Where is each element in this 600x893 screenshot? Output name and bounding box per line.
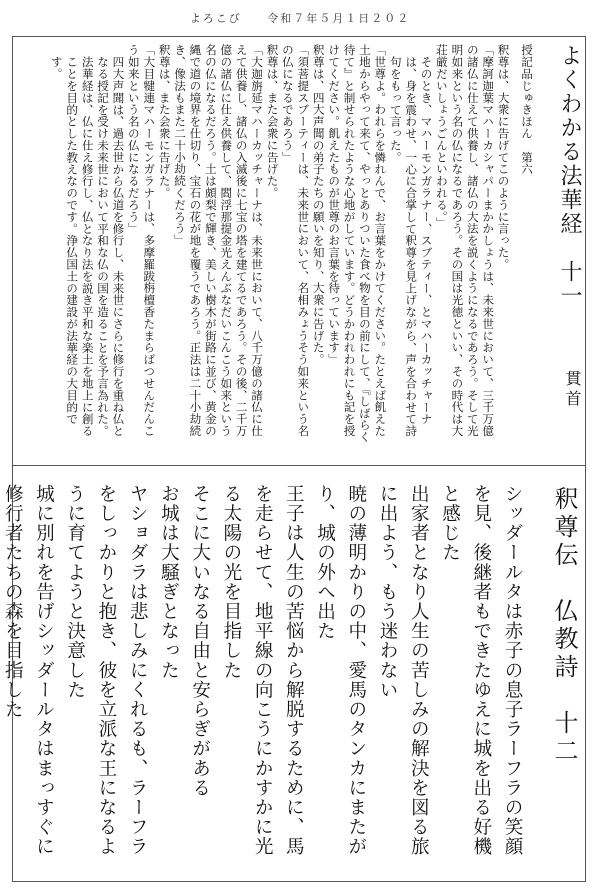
section-divider (12, 465, 586, 466)
publication-name: よろこび (189, 12, 242, 25)
page-header (0, 10, 600, 30)
author-name: 貫首 (563, 370, 582, 410)
article-paragraph: 「大迦旃延マハーカッチャーナは、未来世において、八千万億の諸仏に仕えて供養し、諸仏の入滅後に七宝の塔を建てるであろう。その後、二千万億の諸仏に仕え供養して、閻浮那提金光えんぶなだいこんこう如来という名の仏になるだろう。土は頗梨で輝き、美しい樹木が街路に並び、黄金の縄で道の境界を仕切り、宝石の花が地を覆うであろう。正法は二十小劫続き、像法もまた二十小劫続くだろう」 (173, 44, 265, 437)
article-paragraph: 「大目犍連マハーモンガラナーは、多摩羅跋栴檀香たまらばつせんだんこう如来という名の仏になるだろう」 (126, 44, 157, 437)
lotus-sutra-column-title: よくわかる法華経 十一 (557, 44, 582, 308)
article-paragraph: 釈尊は、また会衆に告げた。 (265, 44, 280, 199)
chapter-subheading: 授記品じゅきほん 第六 (520, 44, 534, 175)
poem-line: そこに大いなる自由と安らぎがある (189, 484, 211, 798)
poem-line: 出家者となり人生の苦しみの解決を図る旅に出よう、もう迷わない (377, 484, 430, 857)
poem-line: 王子は人生の苦悩から解脱するために、馬を走らせて、地平線の向こうにかすかに光る太陽の光を目指した (220, 484, 305, 857)
poem-line: シッダールタは赤子の息子ラーフラの笑顔を見、後継者もできたゆえに城を出る好機と感じた (439, 484, 523, 857)
article-paragraph: 「須菩提スブーティーは、未来世において、名相みょうそう如来という名の仏になるであろう」 (280, 44, 311, 437)
buddha-poem-title: 釈尊伝 仏教詩 十二 (550, 486, 578, 766)
article-paragraph: 釈尊は、四大声聞の弟子たちの願いを知り、大衆に告げた。 (311, 44, 326, 366)
poem-line: 城に別れを告げシッダールタはまっすぐに修行者たちの森を目指した (2, 484, 55, 857)
article-paragraph: 釈尊は、また会衆に告げた。 (157, 44, 172, 199)
lotus-sutra-article (14, 44, 534, 444)
article-paragraph: 「世尊よ。われらを憐れんで、お言葉をかけてください。たとえば飢えた土地からやって来て、やっとありついた食べ物を目の前にして、『しばらく待て』と制せられたような心地がしています。どうかわれわれにも記を授けてください。飢えたものが世尊のお言葉を待っています」 (327, 44, 388, 443)
poem-line: 暁の薄明かりの中、愛馬のタンカにまたがり、城の外へ出た (314, 484, 367, 857)
article-paragraph: 「摩訶迦葉マハーカシャパーまかかしょうは、未来世において、三千万億の諸仏に仕えて供養し、諸仏の大法を説くようになるであろう。そして光明如来という名の仏になるであろう。その国は光徳といい、その時代は大荘厳だいしょうごんといわれる。」 (434, 44, 496, 437)
issue-date: 令和７年５月１日２０２ (267, 12, 411, 25)
article-paragraph: 釈尊は、大衆に告げてこのように言った。 (496, 44, 511, 271)
buddha-poem-body (2, 484, 528, 868)
article-paragraph: そのとき、マハーモンガラナー、スブティー、とマハーカッチャーナは、身を震わせ、一心に合掌して釈尊を見上げながら、声を合わせて詩句をもって言った。 (388, 55, 434, 437)
poem-line: お城は大騒ぎとなった (158, 484, 180, 680)
poem-line: ヤショダラは悲しみにくれるも、ラーフラをしっかりと抱き、彼を立派な王になるように育てようと決意した (64, 484, 149, 857)
article-paragraph: 四大声聞は、過去世から仏道を修行し、未来世にさらに修行を重ね仏となる授記を受け未来世において平和な仏の国を造ることを予言為れた。法華経は、仏に仕え修行し、仏となり法を説き平和な楽土を地上に創ることを目的とした教えなのです。浄仏国土の建設が法華経の大目的です。 (49, 55, 126, 437)
